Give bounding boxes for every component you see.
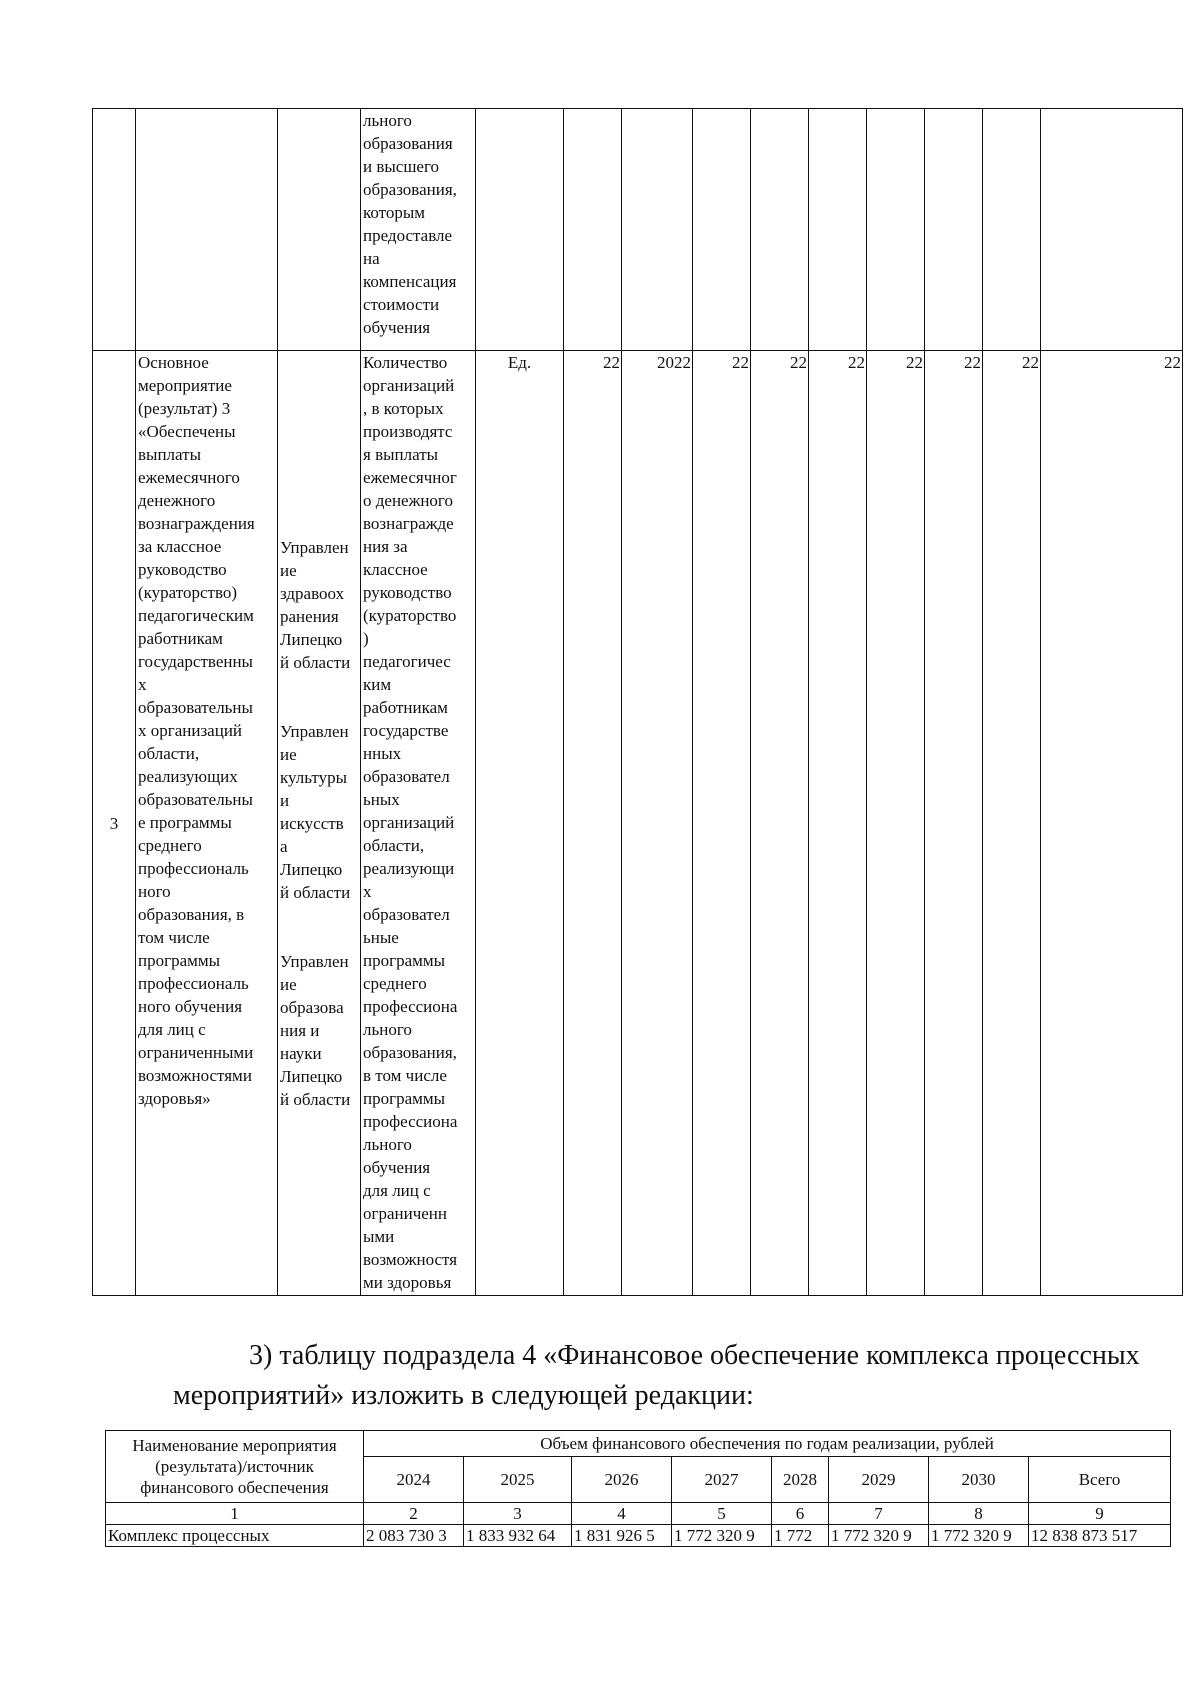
- header-text-line: Наименование мероприятия: [132, 1436, 337, 1455]
- unit-cell: Ед.: [476, 351, 564, 1296]
- column-number-cell: 8: [929, 1503, 1029, 1525]
- value-cell: 22: [867, 351, 925, 1296]
- column-number-cell: 3: [464, 1503, 572, 1525]
- cell-text-line: педагогическим: [138, 606, 254, 625]
- cell-text-line: Количество: [363, 353, 448, 372]
- cell-text-line: ния и: [280, 1020, 320, 1040]
- responsible-org: [280, 536, 358, 674]
- amount-cell: 1 772: [772, 1525, 829, 1547]
- cell-text-line: реализующих: [138, 767, 238, 786]
- column-number-cell: 7: [829, 1503, 929, 1525]
- table-row: [93, 351, 1183, 1296]
- group-header-cell: Объем финансового обеспечения по годам реализации, рублей: [364, 1431, 1171, 1457]
- indicator-cell: [361, 109, 476, 351]
- unit-cell: [476, 109, 564, 351]
- cell-text-line: ограниченными: [138, 1043, 254, 1062]
- cell-text-line: стоимости: [363, 295, 440, 314]
- cell-text-line: обучения: [363, 318, 431, 337]
- cell-text-line: образовател: [363, 905, 450, 924]
- cell-text-line: я выплаты: [363, 445, 439, 464]
- cell-text-line: ьных: [363, 790, 400, 809]
- paragraph-line: 3) таблицу подраздела 4 «Финансовое обеспечение комплекса процессных: [249, 1340, 1140, 1371]
- cell-text-line: педагогичес: [363, 652, 451, 671]
- cell-text-line: ): [363, 629, 369, 648]
- cell-text-line: компенсация: [363, 272, 457, 291]
- cell-text-line: ного: [138, 882, 171, 901]
- responsible-org: [280, 950, 358, 1111]
- value-cell: [751, 109, 809, 351]
- cell-text-line: и: [280, 790, 290, 810]
- indicator-cell: [361, 351, 476, 1296]
- amount-cell: 12 838 873 517: [1029, 1525, 1171, 1547]
- table-row: [106, 1431, 1171, 1457]
- cell-text-line: организаций: [363, 813, 455, 832]
- cell-text-line: производятс: [363, 422, 453, 441]
- value-cell: [1041, 109, 1183, 351]
- column-number-cell: 4: [572, 1503, 672, 1525]
- cell-text-line: программы: [363, 951, 446, 970]
- value-cell: [622, 109, 693, 351]
- cell-text-line: области,: [363, 836, 425, 855]
- cell-text-line: науки: [280, 1043, 322, 1063]
- cell-text-line: ранения: [280, 606, 339, 626]
- cell-text-line: Липецко: [280, 859, 343, 879]
- cell-text-line: Управлен: [280, 951, 349, 971]
- amount-cell: 1 772 320 9: [672, 1525, 772, 1547]
- block-gap: [280, 904, 358, 950]
- paragraph-line: мероприятий» изложить в следующей редакции:: [173, 1380, 754, 1411]
- cell-text-line: а: [280, 836, 288, 856]
- cell-text-line: х: [138, 675, 147, 694]
- cell-text-line: работникам: [363, 698, 448, 717]
- header-text-line: (результата)/источник: [155, 1457, 314, 1476]
- cell-text-line: образовательны: [138, 698, 253, 717]
- cell-text-line: ми здоровья: [363, 1273, 452, 1292]
- cell-text-line: программы: [363, 1089, 446, 1108]
- cell-text-line: (кураторство): [138, 583, 238, 602]
- responsible-cell: [278, 351, 361, 1296]
- value-cell: [867, 109, 925, 351]
- cell-text-line: профессиона: [363, 1112, 458, 1131]
- cell-text-line: возможностя: [363, 1250, 458, 1269]
- cell-text-line: образования,: [363, 1043, 457, 1062]
- cell-text-line: государстве: [363, 721, 449, 740]
- cell-text-line: льного: [363, 1135, 412, 1154]
- cell-text-line: среднего: [363, 974, 427, 993]
- cell-text-line: профессиона: [363, 997, 458, 1016]
- cell-text-line: ыми: [363, 1227, 395, 1246]
- block-gap: [280, 674, 358, 720]
- cell-text-line: образования: [363, 134, 453, 153]
- cell-text-line: ежемесячног: [363, 468, 457, 487]
- cell-text-line: образовател: [363, 767, 450, 786]
- year-header-cell: 2028: [772, 1457, 829, 1503]
- cell-text-line: о денежного: [363, 491, 453, 510]
- cell-text-line: на: [363, 249, 380, 268]
- cell-text-line: для лиц с: [363, 1181, 431, 1200]
- amendment-paragraph: [175, 1336, 1175, 1416]
- cell-text-line: нных: [363, 744, 402, 763]
- cell-text-line: ие: [280, 744, 297, 764]
- name-cell: [136, 351, 278, 1296]
- cell-text-line: руководство: [138, 560, 227, 579]
- cell-text-line: возможностями: [138, 1066, 252, 1085]
- cell-text-line: руководство: [363, 583, 452, 602]
- cell-text-line: Липецко: [280, 629, 343, 649]
- value-cell: 22: [693, 351, 751, 1296]
- cell-text-line: ьные: [363, 928, 399, 947]
- cell-text-line: образования, в: [138, 905, 245, 924]
- cell-text-line: программы: [138, 951, 221, 970]
- cell-text-line: ким: [363, 675, 392, 694]
- value-cell: 22: [809, 351, 867, 1296]
- column-number-cell: 2: [364, 1503, 464, 1525]
- cell-text-line: х организаций: [138, 721, 243, 740]
- cell-text-line: ограниченн: [363, 1204, 448, 1223]
- cell-text-line: среднего: [138, 836, 202, 855]
- row-number-cell: [93, 109, 136, 351]
- cell-text-line: ие: [280, 560, 297, 580]
- column-number-cell: 5: [672, 1503, 772, 1525]
- cell-text-line: вознаграждения: [138, 514, 255, 533]
- cell-text-line: которым: [363, 203, 426, 222]
- value-cell: 2022: [622, 351, 693, 1296]
- cell-text-line: й области: [280, 1089, 351, 1109]
- year-header-cell: 2025: [464, 1457, 572, 1503]
- cell-text-line: е программы: [138, 813, 232, 832]
- cell-text-line: области,: [138, 744, 200, 763]
- row-name-cell: Комплекс процессных: [106, 1525, 364, 1547]
- cell-text-line: ежемесячного: [138, 468, 240, 487]
- year-header-cell: 2024: [364, 1457, 464, 1503]
- cell-text-line: Управлен: [280, 537, 349, 557]
- cell-text-line: «Обеспечены: [138, 422, 236, 441]
- amount-cell: 1 831 926 5: [572, 1525, 672, 1547]
- column-number-cell: 1: [106, 1503, 364, 1525]
- cell-text-line: и высшего: [363, 157, 440, 176]
- amount-cell: 1 833 932 64: [464, 1525, 572, 1547]
- cell-text-line: х: [363, 882, 372, 901]
- name-header-cell: [106, 1431, 364, 1503]
- cell-text-line: льного: [363, 111, 412, 130]
- year-header-cell: Всего: [1029, 1457, 1171, 1503]
- cell-text-line: искусств: [280, 813, 344, 833]
- amount-cell: 1 772 320 9: [829, 1525, 929, 1547]
- value-cell: 22: [925, 351, 983, 1296]
- cell-text-line: здравоох: [280, 583, 345, 603]
- cell-text-line: й области: [280, 882, 351, 902]
- cell-text-line: профессиональ: [138, 974, 249, 993]
- table-row: [106, 1503, 1171, 1525]
- value-cell: [693, 109, 751, 351]
- name-cell: [136, 109, 278, 351]
- cell-text-line: денежного: [138, 491, 216, 510]
- cell-text-line: для лиц с: [138, 1020, 206, 1039]
- cell-text-line: Управлен: [280, 721, 349, 741]
- cell-text-line: культуры: [280, 767, 347, 787]
- amount-cell: 1 772 320 9: [929, 1525, 1029, 1547]
- cell-text-line: за классное: [138, 537, 222, 556]
- cell-text-line: Липецко: [280, 1066, 343, 1086]
- table-row: [93, 109, 1183, 351]
- value-cell: [925, 109, 983, 351]
- cell-text-line: образования,: [363, 180, 457, 199]
- responsible-org: [280, 720, 358, 904]
- cell-text-line: Основное: [138, 353, 209, 372]
- cell-text-line: выплаты: [138, 445, 201, 464]
- indicators-table: [92, 108, 1183, 1296]
- cell-text-line: (кураторство: [363, 606, 457, 625]
- cell-text-line: ие: [280, 974, 297, 994]
- cell-text-line: государственны: [138, 652, 253, 671]
- table-row: [106, 1525, 1171, 1547]
- cell-text-line: организаций: [363, 376, 455, 395]
- year-header-cell: 2026: [572, 1457, 672, 1503]
- cell-text-line: работникам: [138, 629, 223, 648]
- cell-text-line: образовательны: [138, 790, 253, 809]
- value-cell: 22: [983, 351, 1041, 1296]
- cell-text-line: обучения: [363, 1158, 431, 1177]
- cell-text-line: мероприятие: [138, 376, 232, 395]
- cell-text-line: здоровья»: [138, 1089, 211, 1108]
- column-number-cell: 9: [1029, 1503, 1171, 1525]
- cell-text-line: реализующи: [363, 859, 455, 878]
- cell-text-line: в том числе: [363, 1066, 447, 1085]
- value-cell: 22: [564, 351, 622, 1296]
- year-header-cell: 2027: [672, 1457, 772, 1503]
- cell-text-line: , в которых: [363, 399, 444, 418]
- cell-text-line: й области: [280, 652, 351, 672]
- cell-text-line: ния за: [363, 537, 408, 556]
- value-cell: 22: [1041, 351, 1183, 1296]
- header-text-line: финансового обеспечения: [140, 1478, 329, 1497]
- cell-text-line: предоставле: [363, 226, 453, 245]
- cell-text-line: ного обучения: [138, 997, 243, 1016]
- cell-text-line: вознагражде: [363, 514, 454, 533]
- finance-table: [105, 1430, 1171, 1547]
- responsible-cell: [278, 109, 361, 351]
- cell-text-line: образова: [280, 997, 344, 1017]
- year-header-cell: 2029: [829, 1457, 929, 1503]
- year-header-cell: 2030: [929, 1457, 1029, 1503]
- value-cell: 22: [751, 351, 809, 1296]
- cell-text-line: профессиональ: [138, 859, 249, 878]
- value-cell: [809, 109, 867, 351]
- value-cell: [983, 109, 1041, 351]
- row-number-cell: 3: [93, 351, 136, 1296]
- cell-text-line: льного: [363, 1020, 412, 1039]
- cell-text-line: (результат) 3: [138, 399, 231, 418]
- cell-text-line: том числе: [138, 928, 210, 947]
- amount-cell: 2 083 730 3: [364, 1525, 464, 1547]
- value-cell: [564, 109, 622, 351]
- column-number-cell: 6: [772, 1503, 829, 1525]
- cell-text-line: классное: [363, 560, 428, 579]
